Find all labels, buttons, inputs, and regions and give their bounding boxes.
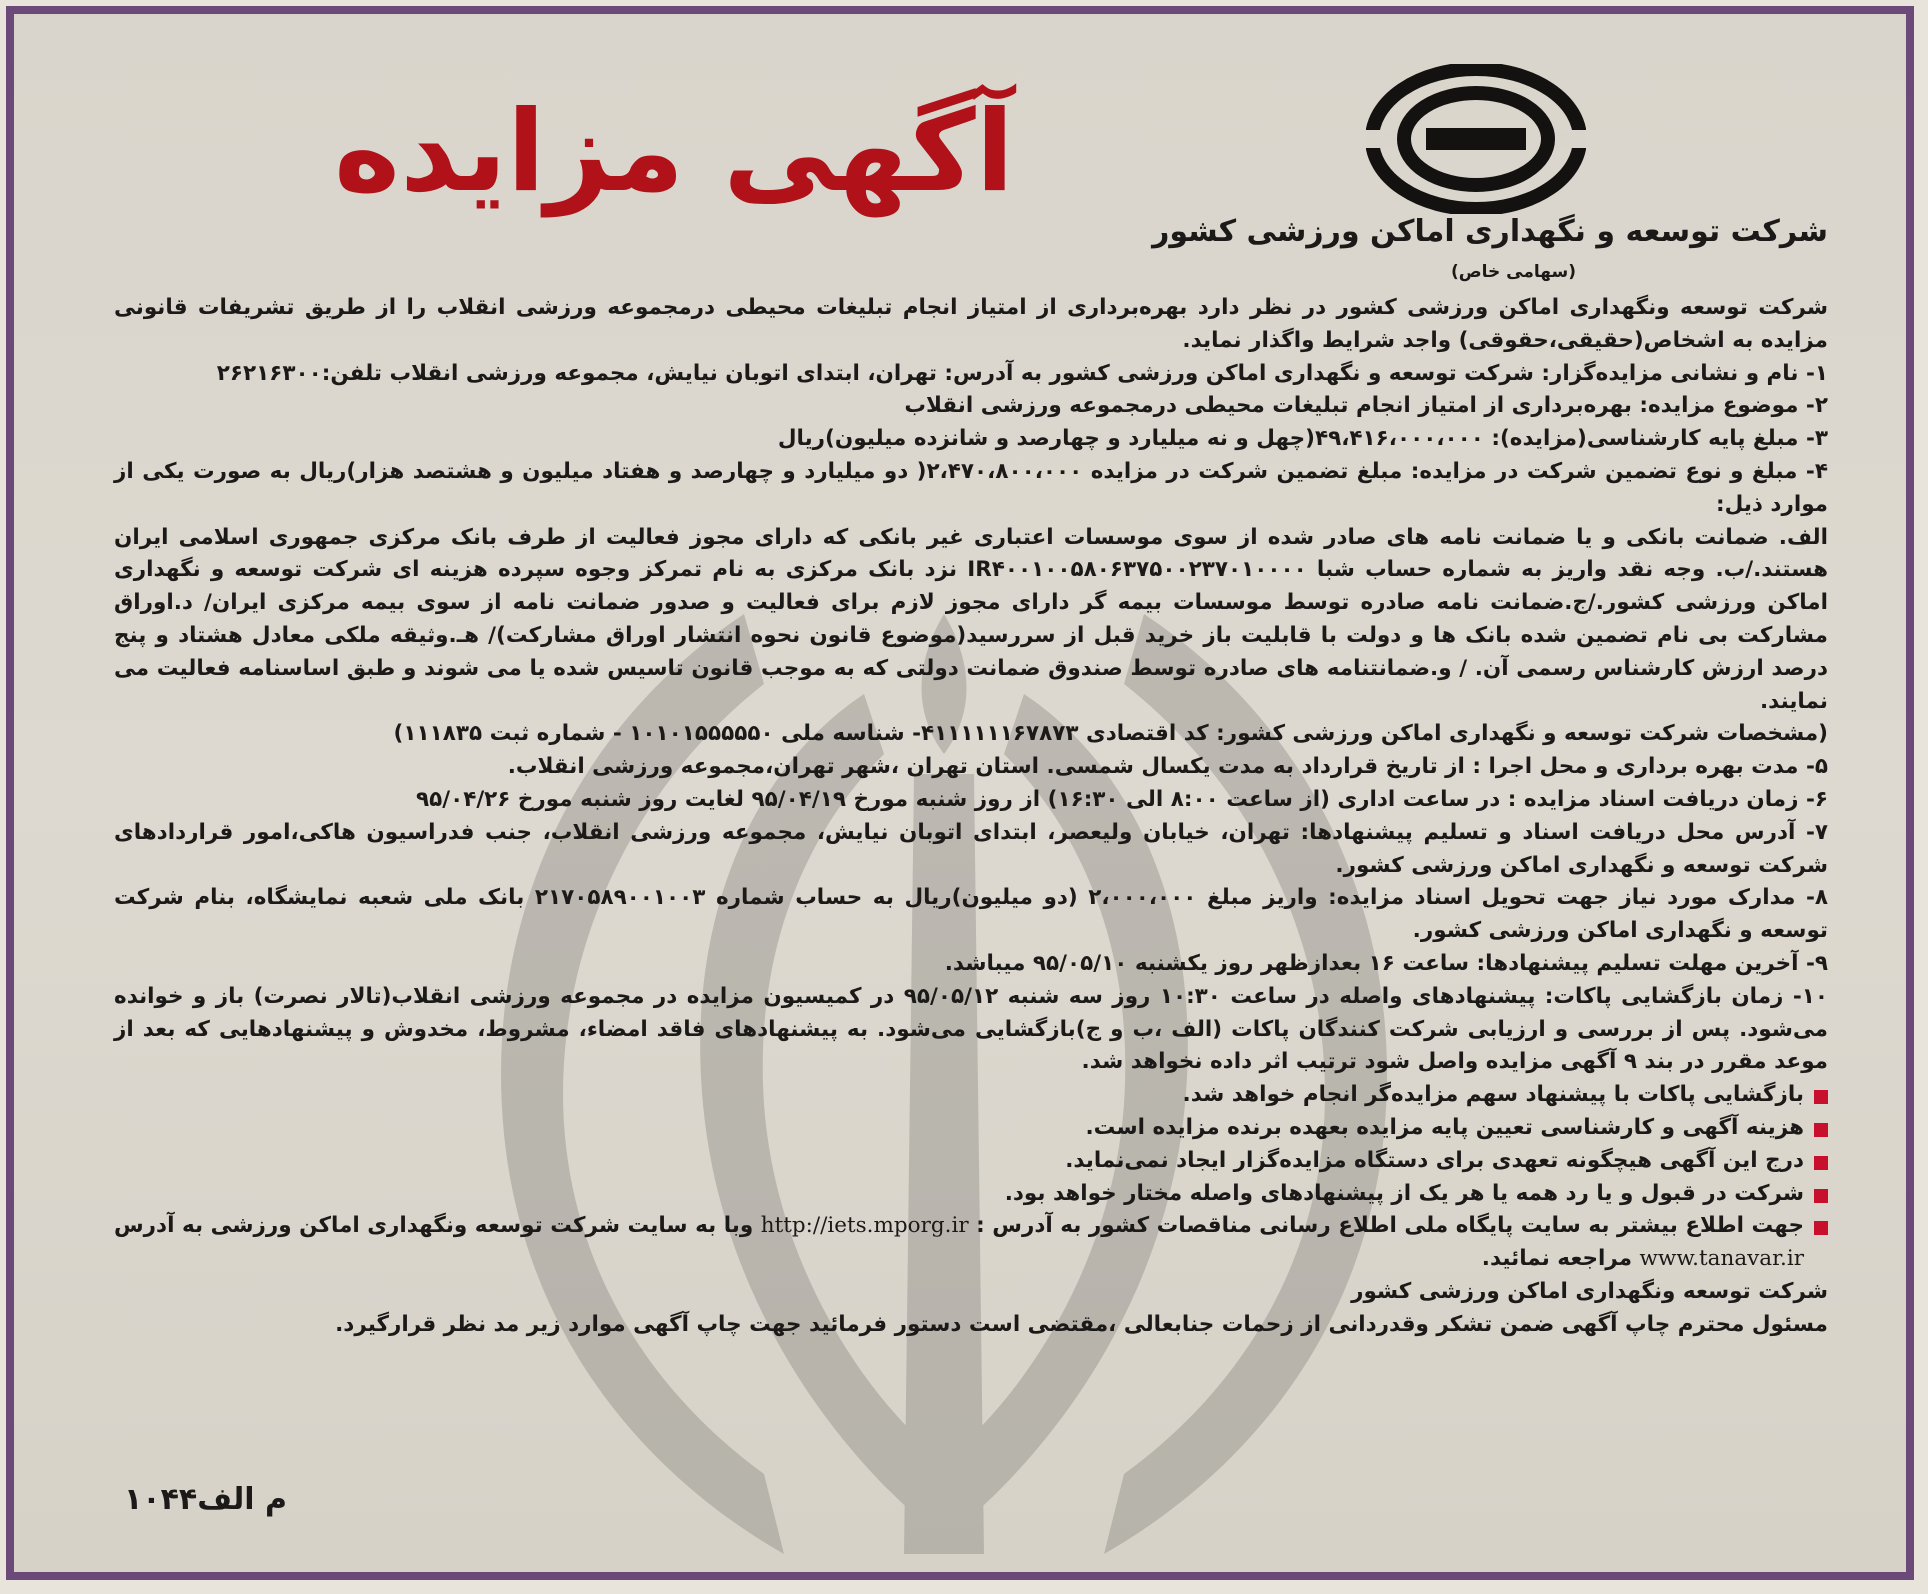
list-item: هزینه آگهی و کارشناسی تعیین پایه مزایده بعهده برنده مزایده است. (114, 1112, 1828, 1145)
clause-1: ۱- نام و نشانی مزایده‌گزار: شرکت توسعه و نگهداری اماکن ورزشی کشور به آدرس: تهران، ابتدای اتوبان نیایش، مجموعه ورزشی انقلاب تلفن:۲۶۲۱۶۳۰۰ (216, 360, 1828, 386)
ad-body (114, 292, 1828, 1342)
list-item: بازگشایی پاکات با پیشنهاد سهم مزایده‌گر انجام خواهد شد. (114, 1079, 1828, 1112)
printer-note: مسئول محترم چاپ آگهی ضمن تشکر وقدردانی از زحمات جنابعالی ،مقتضی است دستور فرمائید جهت چاپ آگهی موارد زیر مد نظر قرارگیرد. (335, 1311, 1828, 1337)
list-item: شرکت در قبول و یا رد همه یا هر یک از پیشنهادهای واصله مختار خواهد بود. (114, 1178, 1828, 1211)
iets-link[interactable]: http://iets.mporg.ir (760, 1213, 969, 1239)
company-specs: (مشخصات شرکت توسعه و نگهداری اماکن ورزشی کشور: کد اقتصادی ۴۱۱۱۱۱۱۶۷۸۷۳- شناسه ملی ۱۰۱۰۱۵۵۵۵۵۰ - شماره ثبت ۱۱۱۸۳۵) (393, 721, 1828, 747)
guarantee-options: الف. ضمانت بانکی و یا ضمانت نامه های صادر شده از سوی موسسات اعتباری غیر بانکی که دارای مجوز فعالیت از طرف بانک مرکزی جمهوری اسلامی ایران هستند./ب. وجه نقد واریز به شماره حساب شبا IR۴۰۰۱۰۰۵۸۰۶۳۷۵۰۰۲۳۷۰۱۰۰۰۰ نزد بانک مرکزی به نام تمرکز وجوه سپرده هزینه ای شرکت توسعه و نگهداری اماکن ورزشی کشور./ج.ضمانت نامه صادره توسط موسسات بیمه گر دارای مجوز لازم برای فعالیت و صدور ضمانت نامه از سوی بیمه مرکزی ایران/ د.اوراق مشارکت بی نام تضمین شده بانک ها و دولت با قابلیت باز خرید قبل از سررسید(موضوع قانون نحوه انتشار اوراق مشارکت)/ هـ.وثیقه ملکی معادل هشتاد و پنج درصد ارزش کارشناس رسمی آن. / و.ضمانتنامه های صادره توسط صندوق ضمانت دولتی که به موجب قانون تاسیس شده یا می شوند و طبق اساسنامه فعالیت می نمایند. (114, 524, 1828, 714)
more-info-suffix: مراجعه نمائید. (1481, 1246, 1633, 1272)
clause-6: ۶- زمان دریافت اسناد مزایده : در ساعت اداری (از ساعت ۸:۰۰ الی ۱۶:۳۰) از روز شنبه مورخ ۹۵/۰۴/۱۹ لغایت روز شنبه مورخ ۹۵/۰۴/۲۶ (415, 786, 1828, 812)
intro-paragraph: شرکت توسعه ونگهداری اماکن ورزشی کشور در نظر دارد بهره‌برداری از امتیاز انجام تبلیغات محیطی درمجموعه ورزشی انقلاب را از طریق تشریفات قانونی مزایده به اشخاص(حقیقی،حقوقی) واجد شرایط واگذار نماید. (114, 295, 1828, 353)
clause-2: ۲- موضوع مزایده: بهره‌برداری از امتیاز انجام تبلیغات محیطی درمجموعه ورزشی انقلاب (904, 393, 1828, 419)
company-name: شرکت توسعه و نگهداری اماکن ورزشی کشور (1152, 214, 1828, 249)
ad-title: آگهی مزایده (333, 87, 1015, 217)
ad-header (14, 34, 1906, 284)
clause-4: ۴- مبلغ و نوع تضمین شرکت در مزایده: مبلغ تضمین شرکت در مزایده ۲،۴۷۰،۸۰۰،۰۰۰( دو میلیارد و چهارصد و هفتاد میلیون و هشتصد هزار)ریال به صورت یکی از موارد ذیل: (114, 458, 1828, 517)
list-item-more-info (114, 1210, 1828, 1276)
more-info-prefix: جهت اطلاع بیشتر به سایت پایگاه ملی اطلاع رسانی مناقصات کشور به آدرس : (976, 1213, 1804, 1239)
clause-7: ۷- آدرس محل دریافت اسناد و تسلیم پیشنهادها: تهران، خیابان ولیعصر، ابتدای اتوبان نیایش، مجموعه ورزشی انقلاب، جنب فدراسیون هاکی،امور قراردادهای شرکت توسعه و نگهداری اماکن ورزشی کشور. (114, 819, 1828, 878)
clause-10: ۱۰- زمان بازگشایی پاکات: پیشنهادهای واصله در ساعت ۱۰:۳۰ روز سه شنبه ۹۵/۰۵/۱۲ در کمیسیون مزایده در مجموعه ورزشی انقلاب(تالار نصرت) باز و خوانده می‌شود. پس از بررسی و ارزیابی شرکت کنندگان پاکات (الف ،ب و ج)بازگشایی می‌شود. به پیشنهادهای فاقد امضاء، مشروط، مخدوش و پیشنهادهایی که بعد از موعد مقرر در بند ۹ آگهی مزایده واصل شود ترتیب اثر داده نخواهد شد. (114, 983, 1829, 1075)
list-item: درج این آگهی هیچگونه تعهدی برای دستگاه مزایده‌گزار ایجاد نمی‌نماید. (114, 1145, 1828, 1178)
tanavar-link[interactable]: www.tanavar.ir (1639, 1246, 1804, 1272)
clause-5: ۵- مدت بهره برداری و محل اجرا : از تاریخ قرارداد به مدت یکسال شمسی. استان تهران ،شهر تهران،مجموعه ورزشی انقلاب. (507, 754, 1828, 780)
advertisement-page (6, 6, 1914, 1580)
company-logo-icon (1366, 64, 1586, 214)
signature: شرکت توسعه ونگهداری اماکن ورزشی کشور (1351, 1278, 1828, 1304)
notes-list (114, 1079, 1828, 1276)
company-type: (سهامی خاص) (1450, 262, 1576, 282)
clause-3: ۳- مبلغ پایه کارشناسی(مزایده): ۴۹،۴۱۶،۰۰۰،۰۰۰(چهل و نه میلیارد و چهارصد و شانزده میلیون)ریال (777, 426, 1828, 452)
more-info-middle: وبا به سایت شرکت توسعه ونگهداری اماکن ورزشی به آدرس (114, 1213, 754, 1239)
clause-9: ۹- آخرین مهلت تسلیم پیشنهادها: ساعت ۱۶ بعدازظهر روز یکشنبه ۹۵/۰۵/۱۰ میباشد. (944, 950, 1828, 976)
ad-reference-code: م الف۱۰۴۴ (124, 1482, 287, 1517)
clause-8: ۸- مدارک مورد نیاز جهت تحویل اسناد مزایده: واریز مبلغ ۲،۰۰۰،۰۰۰ (دو میلیون)ریال به حساب شماره ۲۱۷۰۵۸۹۰۰۱۰۰۳ بانک ملی شعبه نمایشگاه، بنام شرکت توسعه و نگهداری اماکن ورزشی کشور. (114, 885, 1828, 944)
